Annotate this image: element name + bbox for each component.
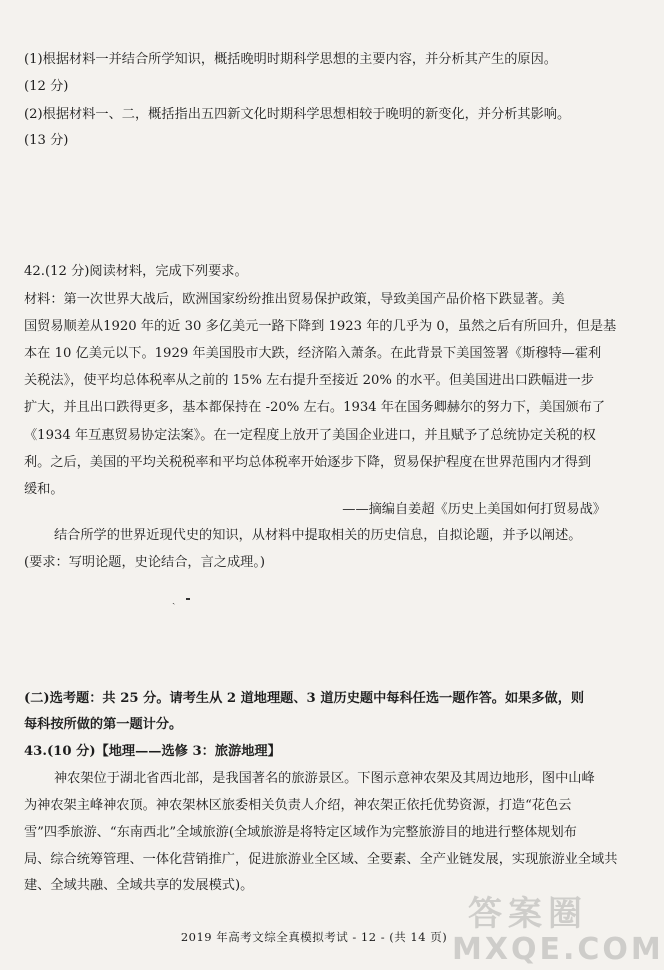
q42-material-line: 《1934 年互惠贸易协定法案》。在一定程度上放开了美国企业进口，并且赋予了总统协定关税的权	[24, 428, 596, 443]
q42-source: ——摘编自姜超《历史上美国如何打贸易战》	[342, 502, 606, 517]
q41-sub2-score: (13 分)	[24, 133, 69, 148]
q41-sub1-line1: (1)根据材料一并结合所学知识，概括晚明时期科学思想的主要内容，并分析其产生的原因。	[24, 52, 557, 67]
q43-heading: 43.(10 分)【地理——选修 3：旅游地理】	[24, 744, 281, 759]
optional-section-line2: 每科按所做的第一题计分。	[24, 717, 183, 732]
q42-material-line: 材料：第一次世界大战后，欧洲国家纷纷推出贸易保护政策，导致美国产品价格下跌显著。美	[24, 292, 565, 307]
q42-material-line: 国贸易顺差从1920 年的近 30 多亿美元一路下降到 1923 年的几乎为 0，虽然之后有所回升，但是基	[24, 319, 617, 334]
q43-body-line: 建、全域共融、全域共享的发展模式)。	[24, 878, 254, 893]
q43-body-line: 局、综合统筹管理、一体化营销推广，促进旅游业全区域、全要素、全产业链发展，实现旅游业全域共	[24, 852, 618, 867]
q42-material-line: 缓和。	[24, 482, 64, 497]
page-footer: 2019 年高考文综全真模拟考试 - 12 - (共 14 页)	[180, 930, 448, 944]
optional-section-line1: (二)选考题：共 25 分。请考生从 2 道地理题、3 道历史题中每科任选一题作答。如果多做，则	[24, 691, 585, 706]
stray-mark: ˎ	[172, 594, 176, 605]
stray-dash	[186, 598, 190, 600]
q42-material-line: 扩大，并且出口跌得更多，基本都保持在 -20% 左右。1934 年在国务卿赫尔的努力下，美国颁布了	[24, 400, 606, 415]
q41-sub1-score: (12 分)	[24, 79, 69, 94]
q42-material-line: 关税法》，使平均总体税率从之前的 15% 左右提升至接近 20% 的水平。但美国进出口跌幅进一步	[24, 373, 594, 388]
q43-body-line: 神农架位于湖北省西北部，是我国著名的旅游景区。下图示意神农架及其周边地形，图中山峰	[54, 771, 595, 786]
q42-material-line: 利。之后，美国的平均关税税率和平均总体税率开始逐步下降，贸易保护程度在世界范围内才得到	[24, 455, 592, 470]
q43-body-line: 为神农架主峰神农顶。神农架林区旅委相关负责人介绍，神农架正依托优势资源，打造“花色云	[24, 798, 572, 813]
watermark-logo-text: 答案圈	[468, 894, 588, 934]
q43-body-line: 雪”四季旅游、“东南西北”全域旅游(全域旅游是将特定区域作为完整旅游目的地进行整体规划布	[24, 825, 577, 840]
q42-task-line2: (要求：写明论题，史论结合，言之成理。)	[24, 555, 266, 570]
site-watermark	[444, 886, 664, 970]
q42-task-line1: 结合所学的世界近现代史的知识，从材料中提取相关的历史信息，自拟论题，并予以阐述。	[54, 528, 582, 543]
q42-material-line: 本在 10 亿美元以下。1929 年美国股市大跌，经济陷入萧条。在此背景下美国签署《斯穆特—霍利	[24, 346, 602, 361]
q41-sub2-line1: (2)根据材料一、二，概括指出五四新文化时期科学思想相较于晚明的新变化，并分析其影响。	[24, 107, 571, 122]
watermark-url: MXQE.COM	[452, 932, 664, 967]
q42-heading: 42.(12 分)阅读材料，完成下列要求。	[24, 264, 248, 279]
